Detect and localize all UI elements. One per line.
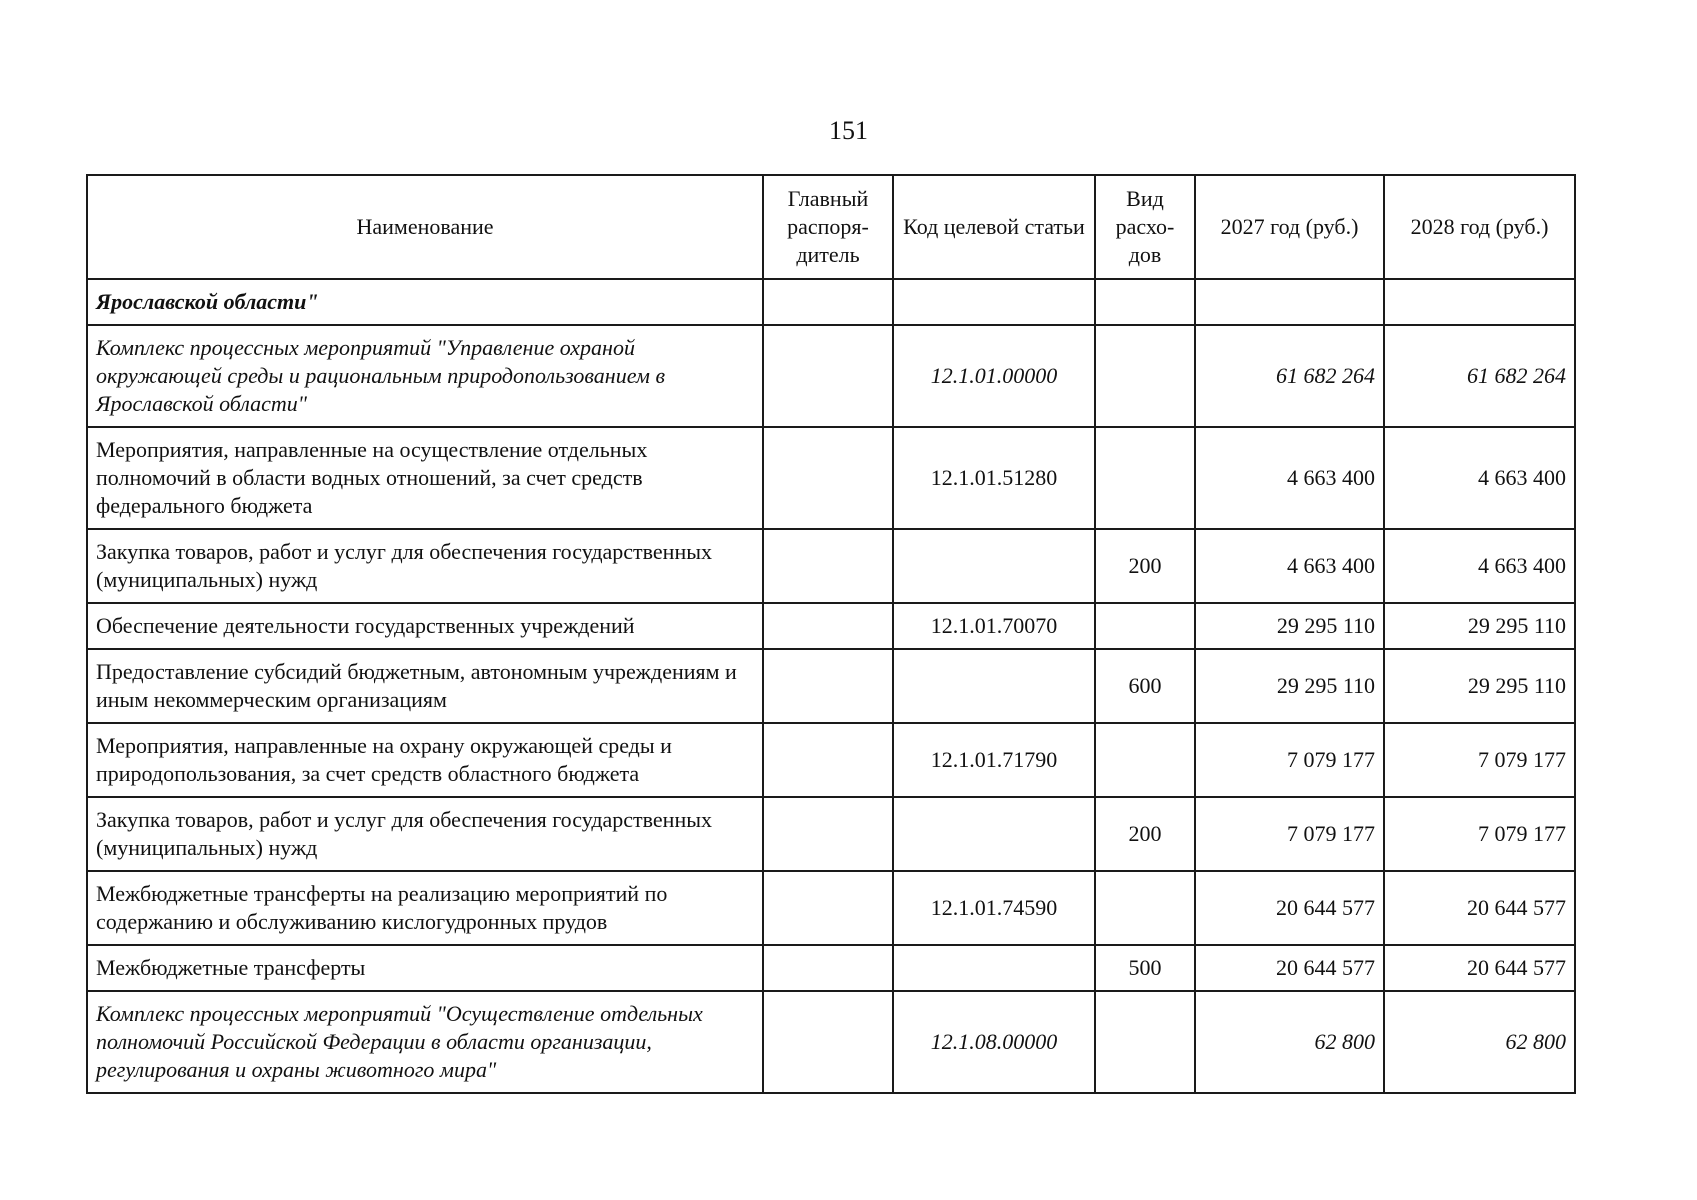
row-manager xyxy=(763,603,893,649)
row-manager xyxy=(763,945,893,991)
table-row xyxy=(87,529,1575,603)
row-2028: 7 079 177 xyxy=(1384,797,1575,871)
row-expense-type xyxy=(1095,279,1195,325)
row-manager xyxy=(763,723,893,797)
table-row xyxy=(87,991,1575,1093)
table-row xyxy=(87,723,1575,797)
row-expense-type: 500 xyxy=(1095,945,1195,991)
row-manager xyxy=(763,279,893,325)
row-manager xyxy=(763,649,893,723)
row-manager xyxy=(763,991,893,1093)
row-code: 12.1.01.51280 xyxy=(893,427,1095,529)
row-name: Предоставление субсидий бюджетным, автономным учреждениям и иным некоммерческим организациям xyxy=(87,649,763,723)
table-header-row xyxy=(87,175,1575,279)
row-manager xyxy=(763,325,893,427)
row-2027 xyxy=(1195,279,1384,325)
row-2027: 20 644 577 xyxy=(1195,871,1384,945)
row-name: Межбюджетные трансферты на реализацию мероприятий по содержанию и обслуживанию кислогудронных прудов xyxy=(87,871,763,945)
row-expense-type: 200 xyxy=(1095,529,1195,603)
table-row xyxy=(87,649,1575,723)
header-code: Код целевой статьи xyxy=(893,175,1095,279)
budget-table xyxy=(86,174,1576,1094)
row-expense-type: 600 xyxy=(1095,649,1195,723)
row-code: 12.1.01.70070 xyxy=(893,603,1095,649)
header-2028: 2028 год (руб.) xyxy=(1384,175,1575,279)
row-2028: 20 644 577 xyxy=(1384,871,1575,945)
row-2027: 20 644 577 xyxy=(1195,945,1384,991)
row-name: Закупка товаров, работ и услуг для обеспечения государственных (муниципальных) нужд xyxy=(87,529,763,603)
table-row xyxy=(87,325,1575,427)
row-name: Комплекс процессных мероприятий "Управление охраной окружающей среды и рациональным природопользованием в Ярославской области" xyxy=(87,325,763,427)
row-code: 12.1.01.00000 xyxy=(893,325,1095,427)
table-row xyxy=(87,945,1575,991)
row-2028: 4 663 400 xyxy=(1384,529,1575,603)
row-name: Закупка товаров, работ и услуг для обеспечения государственных (муниципальных) нужд xyxy=(87,797,763,871)
row-expense-type xyxy=(1095,325,1195,427)
header-name: Наименование xyxy=(87,175,763,279)
table-row xyxy=(87,871,1575,945)
row-2028: 62 800 xyxy=(1384,991,1575,1093)
row-2028: 7 079 177 xyxy=(1384,723,1575,797)
row-2027: 29 295 110 xyxy=(1195,603,1384,649)
row-name: Мероприятия, направленные на осуществление отдельных полномочий в области водных отношений, за счет средств федерального бюджета xyxy=(87,427,763,529)
row-2027: 62 800 xyxy=(1195,991,1384,1093)
header-manager: Главный распоря-дитель xyxy=(763,175,893,279)
header-expense-type: Вид расхо-дов xyxy=(1095,175,1195,279)
row-2027: 4 663 400 xyxy=(1195,427,1384,529)
row-code xyxy=(893,945,1095,991)
page-number: 151 xyxy=(829,116,868,145)
row-code: 12.1.08.00000 xyxy=(893,991,1095,1093)
row-name: Комплекс процессных мероприятий "Осуществление отдельных полномочий Российской Федерации в области организации, регулирования и охраны животного мира" xyxy=(87,991,763,1093)
row-2027: 4 663 400 xyxy=(1195,529,1384,603)
row-2028: 29 295 110 xyxy=(1384,649,1575,723)
row-2028: 4 663 400 xyxy=(1384,427,1575,529)
row-code xyxy=(893,797,1095,871)
row-manager xyxy=(763,797,893,871)
row-2027: 7 079 177 xyxy=(1195,723,1384,797)
row-name: Межбюджетные трансферты xyxy=(87,945,763,991)
row-code: 12.1.01.74590 xyxy=(893,871,1095,945)
table-row xyxy=(87,279,1575,325)
row-expense-type xyxy=(1095,871,1195,945)
row-name: Ярославской области" xyxy=(87,279,763,325)
header-2027: 2027 год (руб.) xyxy=(1195,175,1384,279)
row-manager xyxy=(763,871,893,945)
row-2028: 61 682 264 xyxy=(1384,325,1575,427)
row-2027: 7 079 177 xyxy=(1195,797,1384,871)
row-2028: 29 295 110 xyxy=(1384,603,1575,649)
row-manager xyxy=(763,529,893,603)
row-expense-type xyxy=(1095,723,1195,797)
table-row xyxy=(87,797,1575,871)
row-2027: 61 682 264 xyxy=(1195,325,1384,427)
row-code xyxy=(893,279,1095,325)
table-row xyxy=(87,427,1575,529)
row-expense-type: 200 xyxy=(1095,797,1195,871)
row-expense-type xyxy=(1095,991,1195,1093)
row-code xyxy=(893,649,1095,723)
row-name: Мероприятия, направленные на охрану окружающей среды и природопользования, за счет средств областного бюджета xyxy=(87,723,763,797)
row-expense-type xyxy=(1095,427,1195,529)
row-name: Обеспечение деятельности государственных учреждений xyxy=(87,603,763,649)
row-2027: 29 295 110 xyxy=(1195,649,1384,723)
row-expense-type xyxy=(1095,603,1195,649)
row-2028 xyxy=(1384,279,1575,325)
row-2028: 20 644 577 xyxy=(1384,945,1575,991)
row-code: 12.1.01.71790 xyxy=(893,723,1095,797)
row-manager xyxy=(763,427,893,529)
row-code xyxy=(893,529,1095,603)
table-row xyxy=(87,603,1575,649)
